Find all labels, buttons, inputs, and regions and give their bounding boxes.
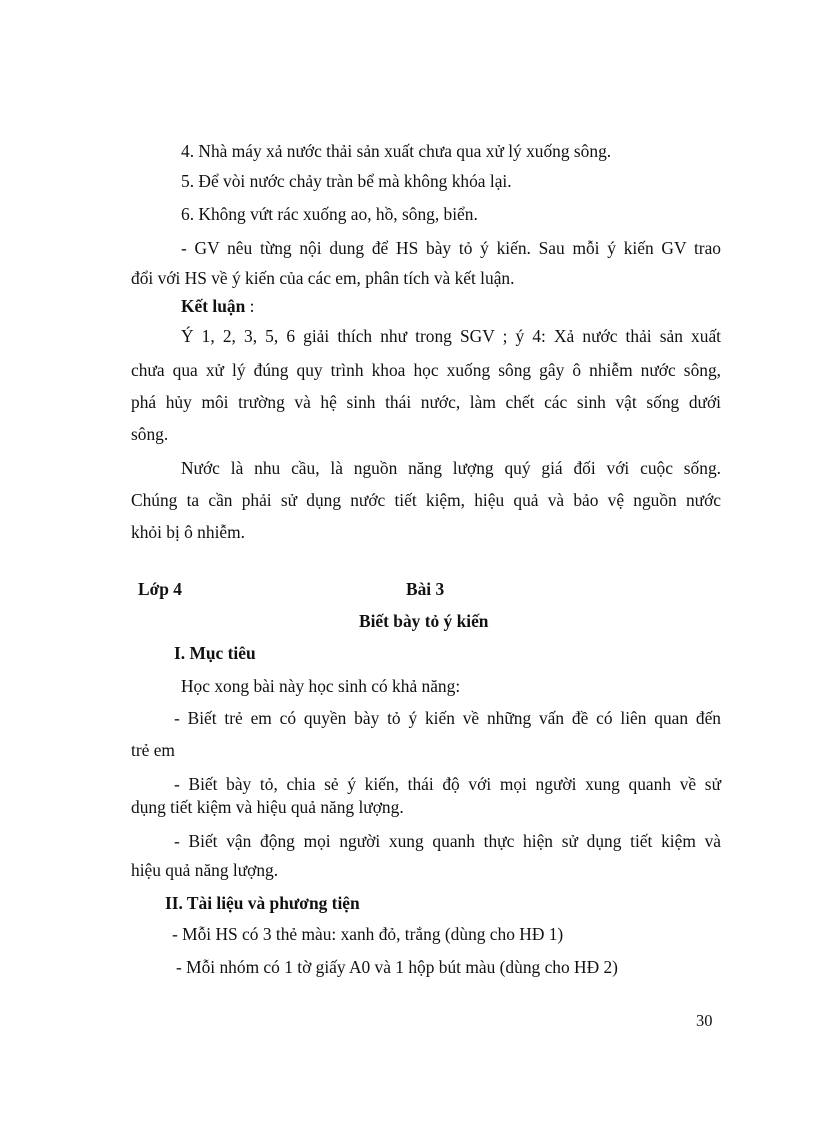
page-number: 30	[696, 1011, 713, 1030]
gv-note-line-1: - GV nêu từng nội dung để HS bày tỏ ý kiến. Sau mỗi ý kiến GV trao	[181, 238, 721, 258]
section-1-intro: Học xong bài này học sinh có khả năng:	[181, 676, 461, 696]
objective-3-line-1: - Biết vận động mọi người xung quanh thực hiện sử dụng tiết kiệm và	[174, 831, 721, 851]
conclusion-line-4: sông.	[131, 424, 169, 444]
lesson-grade: Lớp 4	[138, 579, 182, 599]
objective-2-line-2: dụng tiết kiệm và hiệu quả năng lượng.	[131, 797, 404, 817]
materials-item-1: - Mỗi HS có 3 thẻ màu: xanh đỏ, trắng (dùng cho HĐ 1)	[172, 924, 564, 944]
section-1-heading: I. Mục tiêu	[174, 643, 256, 663]
objective-3-line-2: hiệu quả năng lượng.	[131, 860, 279, 880]
list-item-5: 5. Để vòi nước chảy tràn bể mà không khóa lại.	[181, 171, 512, 191]
lesson-title: Biết bày tỏ ý kiến	[359, 611, 489, 631]
conclusion-paragraph-2-line-3: khỏi bị ô nhiễm.	[131, 522, 245, 542]
objective-1-line-1: - Biết trẻ em có quyền bày tỏ ý kiến về những vấn đề có liên quan đến	[174, 708, 721, 728]
gv-note-line-2: đổi với HS về ý kiến của các em, phân tích và kết luận.	[131, 268, 515, 288]
conclusion-heading: Kết luận	[181, 296, 246, 316]
objective-2-line-1: - Biết bày tỏ, chia sẻ ý kiến, thái độ với mọi người xung quanh về sử	[174, 774, 721, 794]
materials-item-2: - Mỗi nhóm có 1 tờ giấy A0 và 1 hộp bút màu (dùng cho HĐ 2)	[176, 957, 618, 977]
section-2-heading: II. Tài liệu và phương tiện	[165, 893, 360, 913]
list-item-6: 6. Không vứt rác xuống ao, hồ, sông, biển.	[181, 204, 478, 224]
conclusion-paragraph-2-line-1: Nước là nhu cầu, là nguồn năng lượng quý giá đối với cuộc sống.	[181, 458, 721, 478]
conclusion-line-3: phá hủy môi trường và hệ sinh thái nước, làm chết các sinh vật sống dưới	[131, 392, 721, 412]
lesson-number: Bài 3	[406, 579, 445, 599]
list-item-4: 4. Nhà máy xả nước thải sản xuất chưa qua xử lý xuống sông.	[181, 141, 612, 161]
objective-1-line-2: trẻ em	[131, 740, 175, 760]
conclusion-heading-colon: :	[245, 296, 255, 316]
conclusion-line-1: Ý 1, 2, 3, 5, 6 giải thích như trong SGV ; ý 4: Xả nước thải sản xuất	[181, 326, 721, 346]
conclusion-paragraph-2-line-2: Chúng ta cần phải sử dụng nước tiết kiệm, hiệu quả và bảo vệ nguồn nước	[131, 490, 721, 510]
conclusion-line-2: chưa qua xử lý đúng quy trình khoa học xuống sông gây ô nhiễm nước sông,	[131, 360, 721, 380]
conclusion-heading-line	[181, 296, 254, 316]
